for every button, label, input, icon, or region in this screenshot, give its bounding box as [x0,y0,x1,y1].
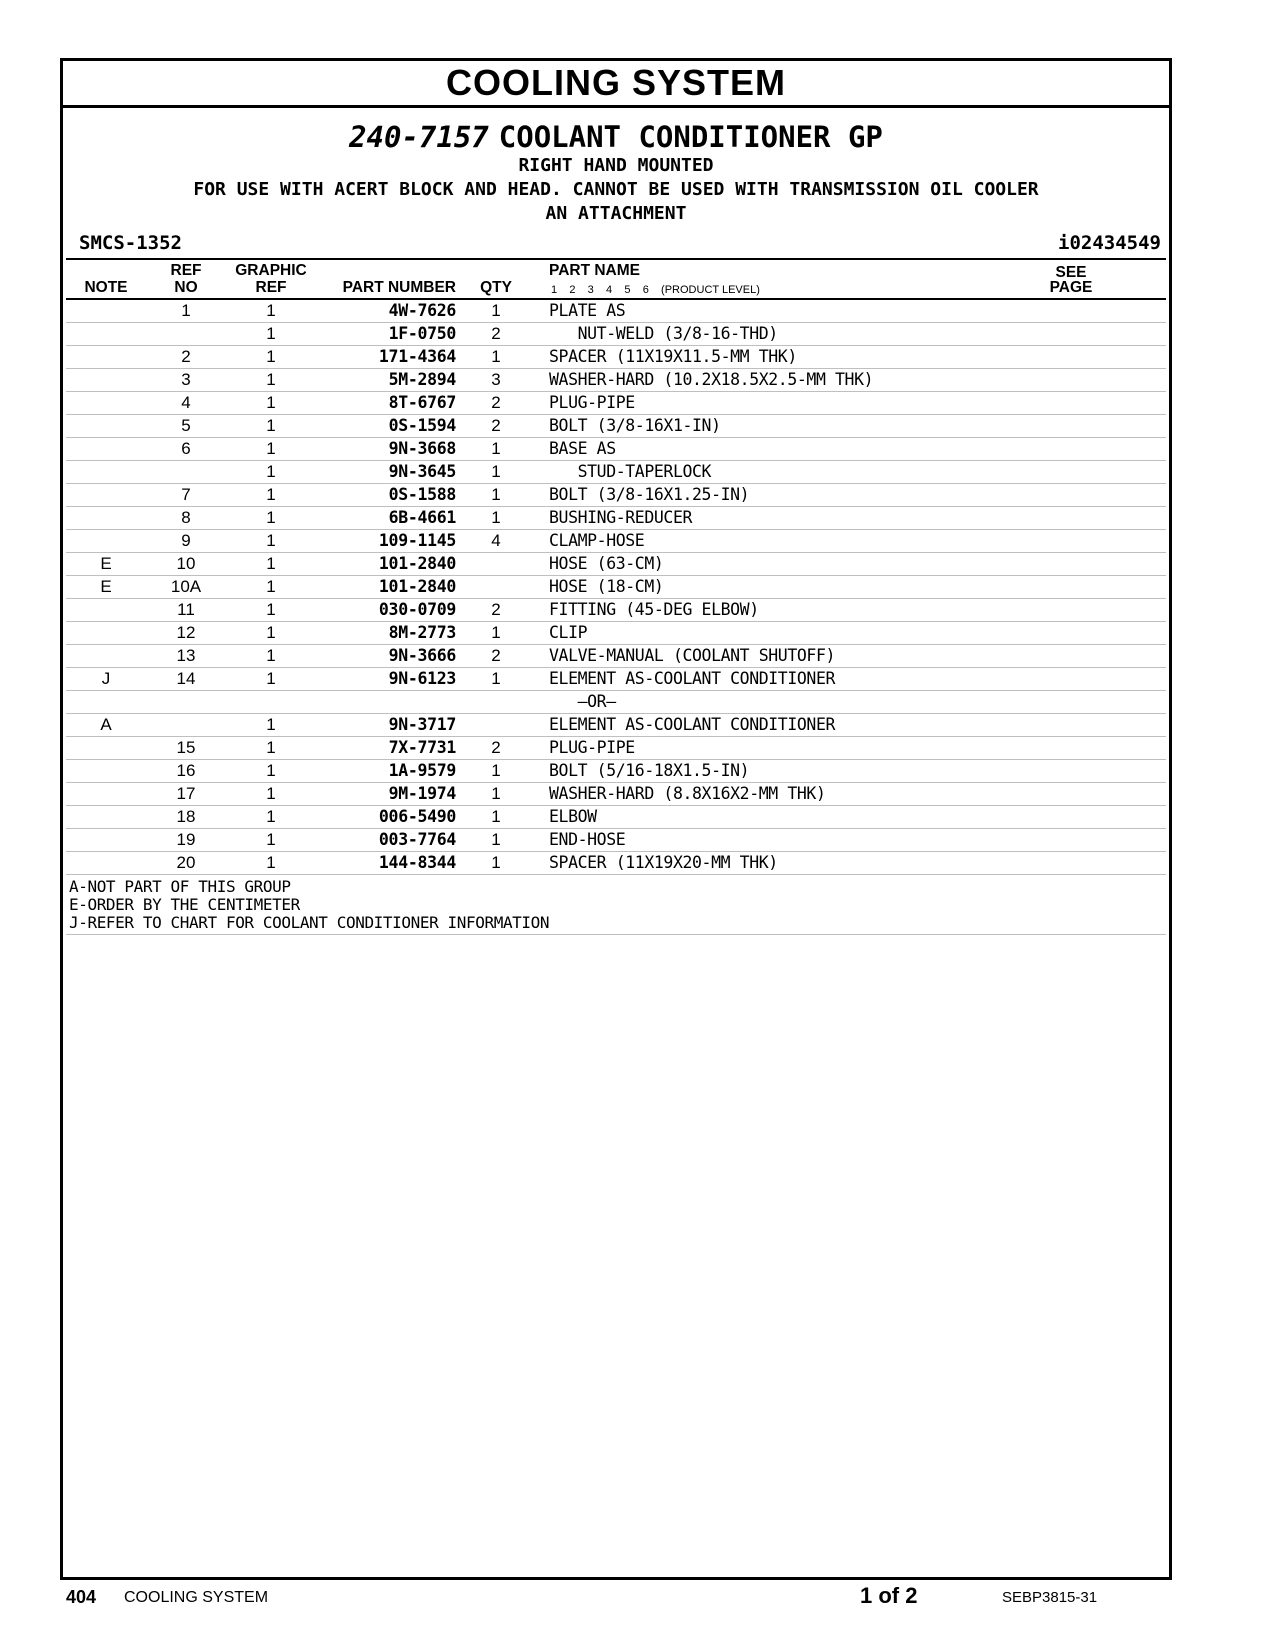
table-row [66,599,1166,622]
row-qty: 1 [491,623,501,642]
row-ref-no: 7 [181,485,191,504]
table-row [66,737,1166,760]
table-row [66,438,1166,461]
row-ref-no: 3 [181,370,191,389]
row-part-number: 030-0709 [378,600,456,619]
row-ref-no: 5 [181,416,191,435]
col-product-level: 1 2 3 4 5 6 (PRODUCT LEVEL) [551,284,760,296]
table-row [66,461,1166,484]
smcs-code: SMCS-1352 [79,232,182,254]
row-part-number: 006-5490 [378,807,456,826]
row-part-number: 5M-2894 [388,370,456,389]
table-row [66,553,1166,576]
table-row [66,507,1166,530]
document-id: SEBP3815-31 [1002,1589,1098,1606]
row-ref-no: 14 [176,669,196,688]
row-qty: 2 [491,738,501,757]
note-a: A-NOT PART OF THIS GROUP [69,877,291,896]
row-qty: 3 [491,370,501,389]
row-qty: 1 [491,301,501,320]
row-part-number: 0S-1594 [388,416,456,435]
row-qty: 1 [491,462,501,481]
table-row [66,300,1166,323]
row-part-name: PLUG-PIPE [549,738,635,757]
info-reference: i02434549 [1058,232,1161,254]
row-ref-no: 11 [177,600,195,619]
row-part-number: 003-7764 [378,830,456,849]
page-of: 1 of 2 [860,1583,918,1608]
row-part-name: CLAMP-HOSE [549,531,645,550]
row-graphic-ref: 1 [266,462,276,481]
table-row [66,346,1166,369]
row-graphic-ref: 1 [266,439,276,458]
row-part-name: BUSHING-REDUCER [549,508,693,527]
row-note: J [101,669,111,688]
row-ref-no: 20 [176,853,196,872]
col-qty: QTY [480,279,512,296]
group-subtitle-3: AN ATTACHMENT [545,203,687,224]
row-part-name: FITTING (45-DEG ELBOW) [549,600,759,619]
row-note: E [100,577,112,596]
row-qty: 4 [491,531,501,550]
row-ref-no: 12 [176,623,196,642]
group-title [63,120,1169,154]
row-qty: 2 [491,324,501,343]
row-ref-no: 6 [181,439,191,458]
row-qty: 2 [491,600,501,619]
parts-page-frame [60,58,1172,1580]
row-graphic-ref: 1 [266,830,276,849]
row-graphic-ref: 1 [266,301,276,320]
table-row [66,760,1166,783]
row-qty: 1 [491,784,501,803]
row-graphic-ref: 1 [266,577,276,596]
row-ref-no: 16 [176,761,196,780]
group-number: 240-7157 [349,120,489,154]
col-graphic-ref-2: REF [255,279,287,296]
row-part-number: 9N-6123 [388,669,456,688]
row-part-number: 101-2840 [378,554,456,573]
row-part-number: 4W-7626 [388,301,456,320]
row-graphic-ref: 1 [266,416,276,435]
row-qty: 2 [491,416,501,435]
page-number: 404 [66,1587,97,1607]
row-part-number: 9N-3666 [388,646,456,665]
row-graphic-ref: 1 [266,761,276,780]
table-row [66,783,1166,806]
row-ref-no: 1 [181,301,191,320]
col-see-page-2: PAGE [1049,279,1093,296]
row-part-number: 9M-1974 [388,784,456,803]
row-ref-no: 9 [181,531,191,550]
row-part-name: BOLT (3/8-16X1.25-IN) [549,485,750,504]
row-graphic-ref: 1 [266,393,276,412]
table-row [66,691,1166,714]
table-row [66,369,1166,392]
row-note: A [100,715,112,734]
row-graphic-ref: 1 [266,508,276,527]
row-part-name: BOLT (5/16-18X1.5-IN) [549,761,750,780]
row-part-name: END-HOSE [549,830,626,849]
row-graphic-ref: 1 [266,485,276,504]
row-graphic-ref: 1 [266,646,276,665]
table-row [66,392,1166,415]
row-part-number: 9N-3645 [388,462,456,481]
col-note: NOTE [84,279,128,296]
row-graphic-ref: 1 [266,669,276,688]
row-part-name: NUT-WELD (3/8-16-THD) [549,324,778,343]
row-ref-no: 13 [176,646,196,665]
group-name: COOLANT CONDITIONER GP [498,120,883,154]
row-ref-no: 15 [176,738,196,757]
row-part-name: ELBOW [549,807,597,826]
row-qty: 1 [491,439,501,458]
reference-line [63,232,1169,258]
row-note: E [100,554,112,573]
row-graphic-ref: 1 [266,807,276,826]
row-part-name: ELEMENT AS-COOLANT CONDITIONER [549,715,836,734]
row-part-name: VALVE-MANUAL (COOLANT SHUTOFF) [549,646,836,665]
row-part-number: 171-4364 [378,347,456,366]
row-graphic-ref: 1 [266,347,276,366]
col-see-page-1: SEE [1055,264,1087,281]
row-ref-no: 19 [176,830,196,849]
row-ref-no: 10 [176,554,196,573]
row-qty: 1 [491,669,501,688]
row-qty: 1 [491,830,501,849]
group-subtitle-2: FOR USE WITH ACERT BLOCK AND HEAD. CANNOT BE USED WITH TRANSMISSION OIL COOLER [193,179,1039,200]
row-ref-no: 4 [181,393,191,412]
col-ref-no-1: REF [170,262,202,279]
table-row [66,323,1166,346]
row-ref-no: 10A [170,577,202,596]
row-part-number: 9N-3717 [388,715,456,734]
row-ref-no: 18 [176,807,196,826]
note-j: J-REFER TO CHART FOR COOLANT CONDITIONER INFORMATION [69,913,550,932]
row-graphic-ref: 1 [266,370,276,389]
notes-block [66,875,1166,935]
row-graphic-ref: 1 [266,324,276,343]
row-part-number: 109-1145 [378,531,456,550]
row-qty: 1 [491,347,501,366]
col-ref-no-2: NO [174,279,198,296]
row-graphic-ref: 1 [266,715,276,734]
row-qty: 1 [491,761,501,780]
row-part-name: WASHER-HARD (8.8X16X2-MM THK) [549,784,826,803]
column-headers [66,260,1166,300]
row-part-name: SPACER (11X19X20-MM THK) [549,853,778,872]
table-row [66,668,1166,691]
row-ref-no: 17 [176,784,196,803]
row-part-number: 144-8344 [378,853,456,872]
table-row [66,530,1166,553]
table-row [66,852,1166,875]
row-part-name: HOSE (18-CM) [549,577,664,596]
section-title: COOLING SYSTEM [63,61,1169,108]
row-qty: 2 [491,393,501,412]
row-graphic-ref: 1 [266,600,276,619]
row-graphic-ref: 1 [266,623,276,642]
row-qty: 1 [491,485,501,504]
table-row [66,645,1166,668]
row-part-name: CLIP [549,623,588,642]
col-graphic-ref-1: GRAPHIC [235,262,307,279]
row-part-name: STUD-TAPERLOCK [549,462,712,481]
col-part-number: PART NUMBER [342,279,456,296]
row-part-number: 9N-3668 [388,439,456,458]
row-ref-no: 2 [181,347,191,366]
row-part-name: PLUG-PIPE [549,393,635,412]
row-part-name: BOLT (3/8-16X1-IN) [549,416,721,435]
footer-section: COOLING SYSTEM [124,1589,269,1606]
table-row [66,415,1166,438]
row-qty: 1 [491,853,501,872]
table-row [66,484,1166,507]
row-graphic-ref: 1 [266,554,276,573]
row-ref-no: 8 [181,508,191,527]
row-graphic-ref: 1 [266,784,276,803]
row-part-name: —OR— [549,692,616,711]
row-part-name: BASE AS [549,439,616,458]
page-footer [0,1577,1275,1617]
row-part-name: WASHER-HARD (10.2X18.5X2.5-MM THK) [549,370,874,389]
row-graphic-ref: 1 [266,531,276,550]
col-part-name: PART NAME [549,262,640,279]
table-row [66,622,1166,645]
row-graphic-ref: 1 [266,738,276,757]
note-e: E-ORDER BY THE CENTIMETER [69,895,300,914]
row-qty: 1 [491,807,501,826]
parts-list [66,300,1166,875]
row-qty: 1 [491,508,501,527]
table-row [66,714,1166,737]
row-part-number: 7X-7731 [388,738,456,757]
row-part-number: 8T-6767 [388,393,456,412]
row-graphic-ref: 1 [266,853,276,872]
row-part-name: SPACER (11X19X11.5-MM THK) [549,347,797,366]
table-row [66,576,1166,599]
row-part-number: 101-2840 [378,577,456,596]
row-part-number: 8M-2773 [388,623,456,642]
row-part-number: 1F-0750 [388,324,456,343]
row-part-number: 6B-4661 [388,508,456,527]
row-part-number: 0S-1588 [388,485,456,504]
row-qty: 2 [491,646,501,665]
row-part-number: 1A-9579 [388,761,456,780]
table-row [66,806,1166,829]
table-row [66,829,1166,852]
row-part-name: ELEMENT AS-COOLANT CONDITIONER [549,669,836,688]
row-part-name: PLATE AS [549,301,626,320]
row-part-name: HOSE (63-CM) [549,554,664,573]
group-subtitle-1: RIGHT HAND MOUNTED [518,155,714,176]
